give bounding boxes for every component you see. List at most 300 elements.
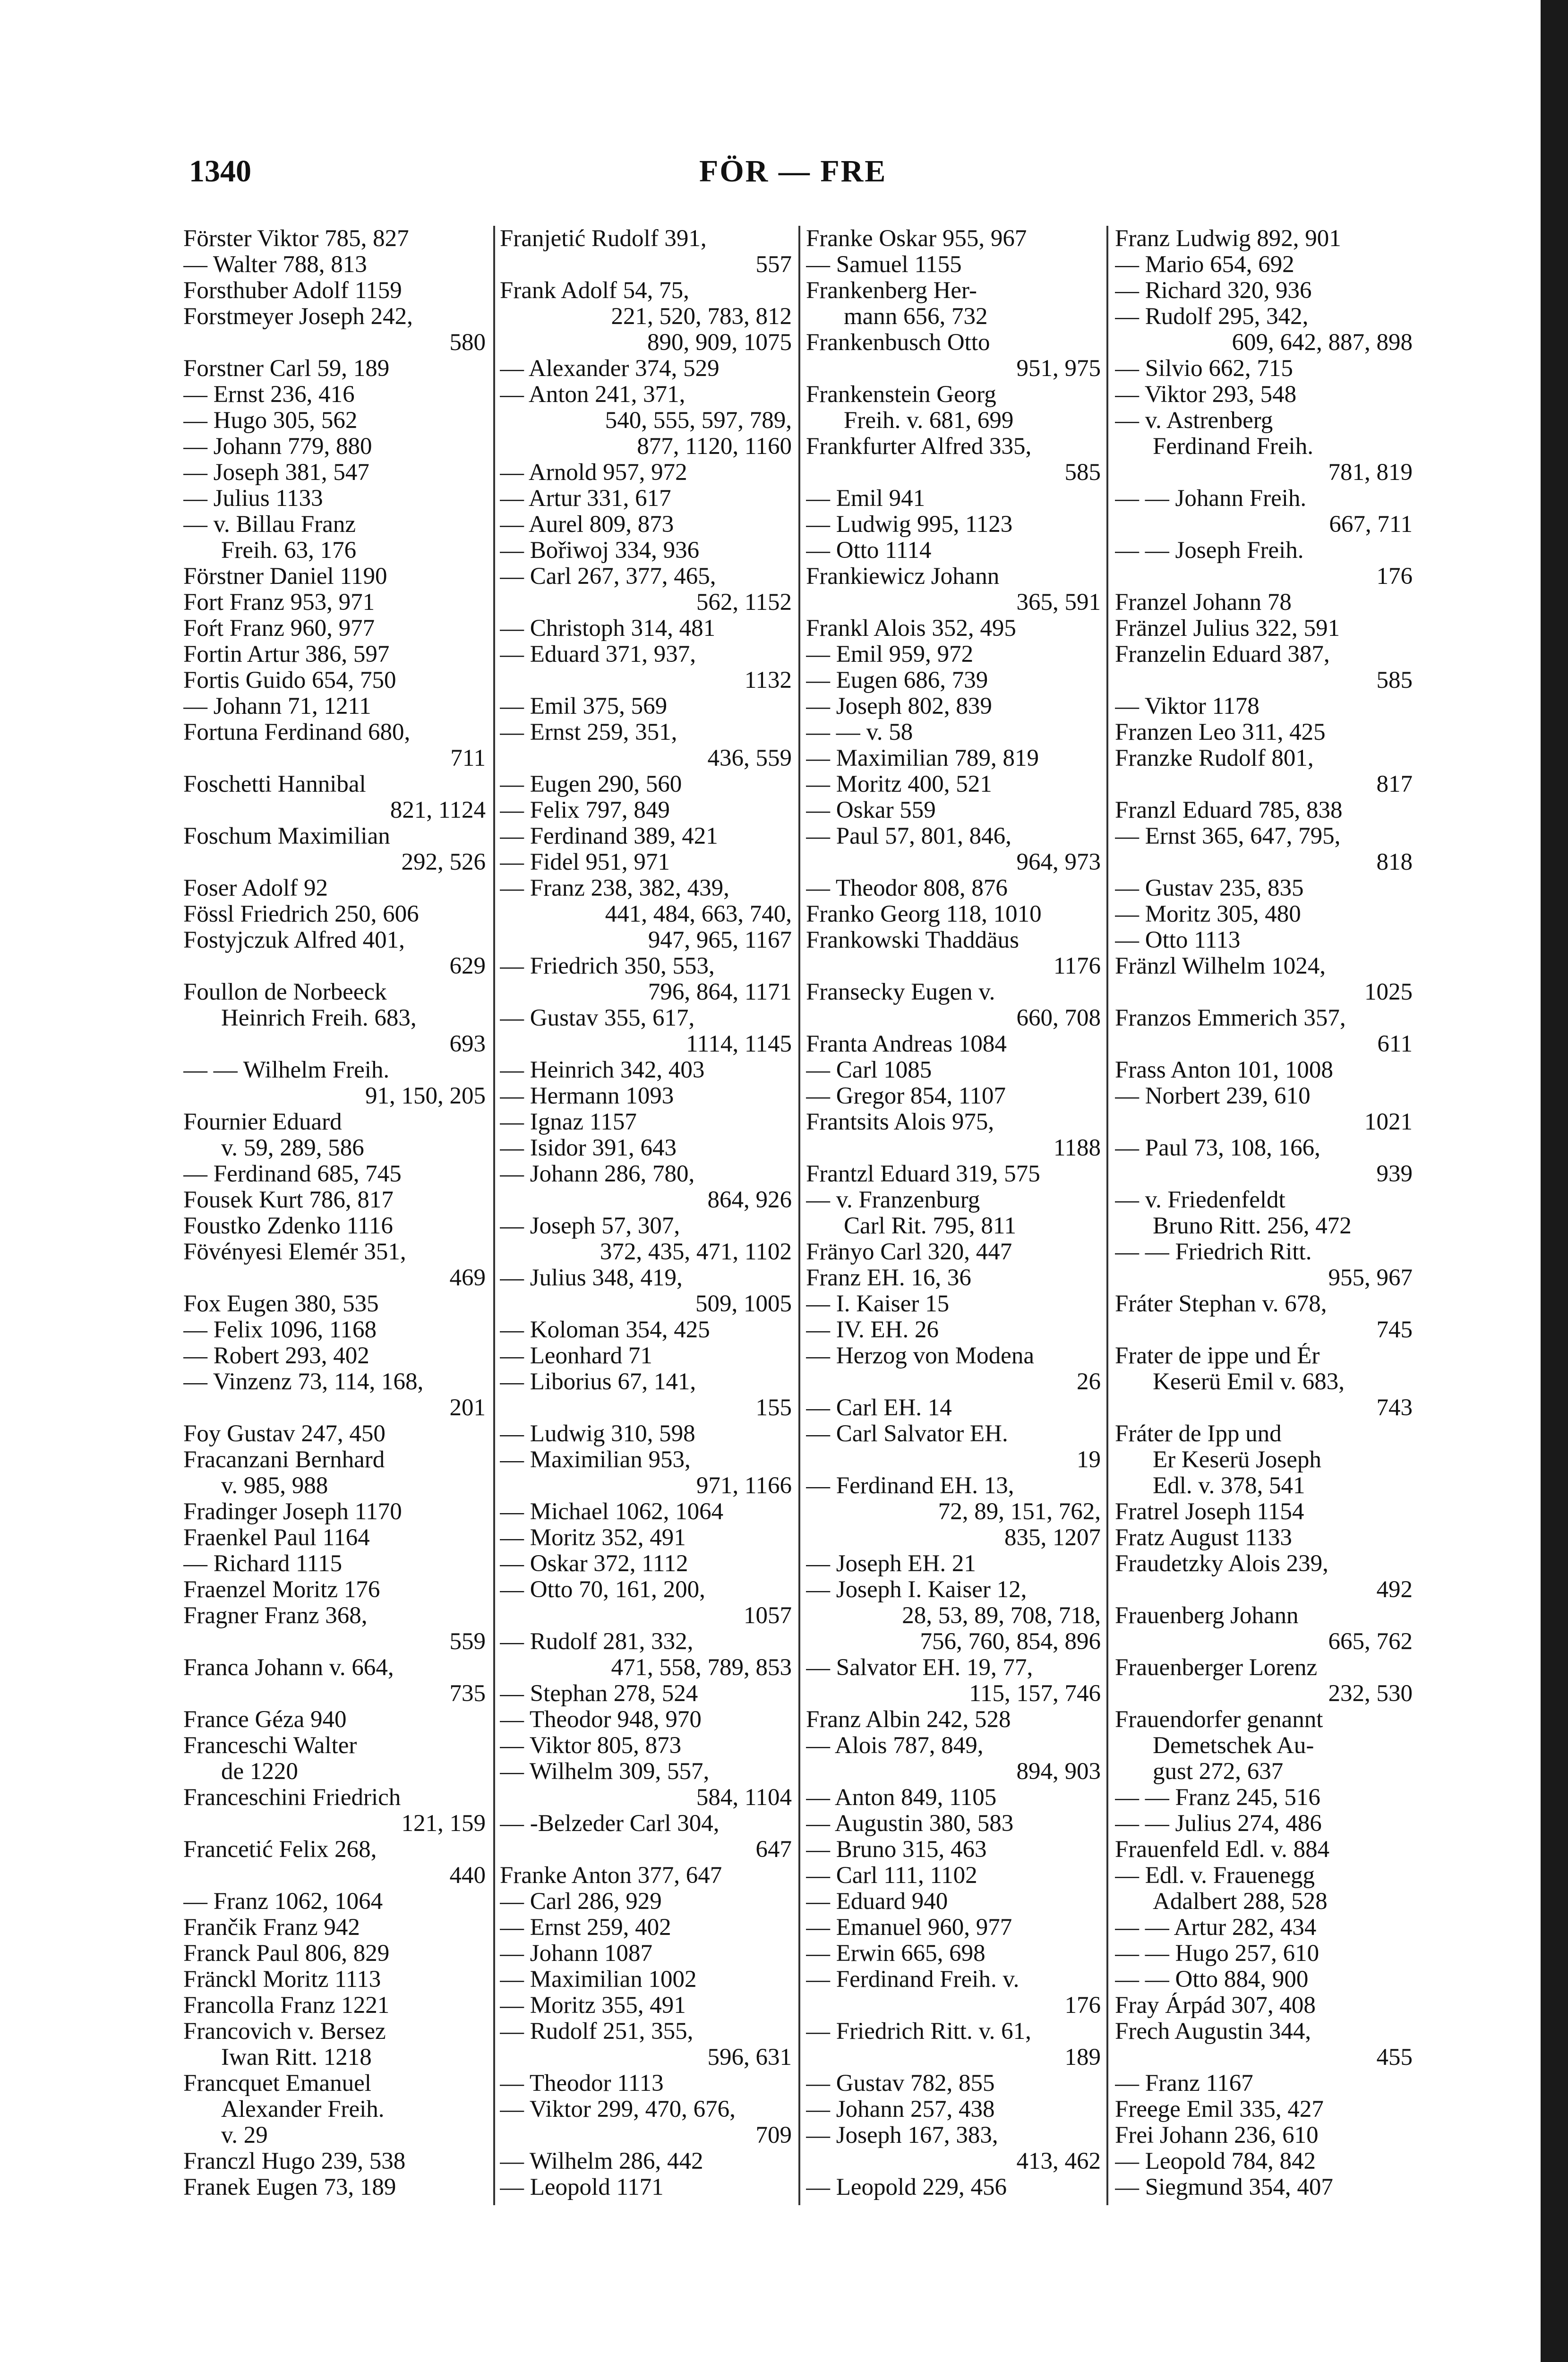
index-entry-line: — Franz 238, 382, 439,	[500, 875, 729, 901]
index-entry-line: Fränckl Moritz 1113	[183, 1967, 381, 1993]
index-entry-line: 492	[1376, 1577, 1413, 1603]
index-entry-line: Fort Franz 953, 971	[183, 590, 375, 616]
index-entry-line: Francovich v. Bersez	[183, 2019, 386, 2045]
index-entry-line: 781, 819	[1328, 460, 1413, 486]
index-entry-line: — Siegmund 354, 407	[1115, 2174, 1333, 2200]
index-entry-line: Fráter de Ipp und	[1115, 1421, 1282, 1447]
index-entry-line: — Felix 797, 849	[500, 797, 670, 823]
index-entry-line: Franck Paul 806, 829	[183, 1941, 390, 1967]
index-entry-line: — Leopold 1171	[500, 2174, 664, 2200]
index-entry-line: — Silvio 662, 715	[1115, 356, 1293, 382]
index-entry-line: 693	[449, 1031, 486, 1057]
index-entry-line: — Joseph 381, 547	[183, 460, 369, 486]
index-entry-line: Franceschi Walter	[183, 1733, 357, 1759]
index-column-4	[1115, 226, 1413, 2205]
index-entry-line: — Herzog von Modena	[806, 1343, 1034, 1369]
index-entry-line: — Leopold 229, 456	[806, 2174, 1007, 2200]
index-entry-line: Franz Ludwig 892, 901	[1115, 226, 1341, 252]
index-entry-line: — Ferdinand Freih. v.	[806, 1967, 1020, 1993]
index-entry-line: — Julius 1133	[183, 486, 323, 512]
index-entry-line: — — Joseph Freih.	[1115, 538, 1304, 564]
index-entry-line: Frater de ippe und Ér	[1115, 1343, 1320, 1369]
index-entry-line: — Aurel 809, 873	[500, 512, 674, 538]
index-entry-line: Forstner Carl 59, 189	[183, 356, 390, 382]
index-entry-line: 292, 526	[401, 849, 486, 875]
index-entry-line: Fragner Franz 368,	[183, 1603, 368, 1629]
index-entry-line: 1025	[1364, 979, 1413, 1005]
index-entry-line: Fövényesi Elemér 351,	[183, 1239, 406, 1265]
index-column-3	[806, 226, 1101, 2205]
index-entry-line: Fraudetzky Alois 239,	[1115, 1551, 1328, 1577]
index-entry-line: Franzen Leo 311, 425	[1115, 719, 1326, 745]
index-entry-line: — Bořiwoj 334, 936	[500, 538, 700, 564]
index-entry-line: 155	[755, 1395, 792, 1421]
index-entry-line: 947, 965, 1167	[648, 927, 792, 953]
index-entry-line: Franzl Eduard 785, 838	[1115, 797, 1343, 823]
index-entry-line: Frančik Franz 942	[183, 1915, 360, 1941]
index-entry-line: — Koloman 354, 425	[500, 1317, 710, 1343]
index-entry-line: Franz EH. 16, 36	[806, 1265, 971, 1291]
index-entry-line: — Oskar 559	[806, 797, 936, 823]
index-entry-line: Franczl Hugo 239, 538	[183, 2148, 406, 2174]
index-entry-line: Frankl Alois 352, 495	[806, 616, 1016, 642]
index-entry-line: — Carl 1085	[806, 1057, 932, 1083]
index-entry-line: Frankenbusch Otto	[806, 330, 990, 356]
index-entry-line: — Emil 941	[806, 486, 925, 512]
index-entry-line: Franke Anton 377, 647	[500, 1863, 722, 1889]
column-divider	[1106, 226, 1108, 2205]
index-entry-line: 176	[1064, 1993, 1101, 2019]
index-entry-line: 557	[755, 252, 792, 278]
index-entry-line: Frech Augustin 344,	[1115, 2019, 1311, 2045]
index-entry-line: gust 272, 637	[1153, 1759, 1284, 1785]
index-entry-line: Foser Adolf 92	[183, 875, 328, 901]
index-entry-line: — Mario 654, 692	[1115, 252, 1294, 278]
index-entry-line: Förstner Daniel 1190	[183, 564, 387, 590]
index-entry-line: Fränzl Wilhelm 1024,	[1115, 953, 1326, 979]
index-entry-line: Fortis Guido 654, 750	[183, 668, 396, 693]
index-entry-line: — — Johann Freih.	[1115, 486, 1307, 512]
index-entry-line: 667, 711	[1329, 512, 1413, 538]
index-entry-line: 745	[1376, 1317, 1413, 1343]
page-number: 1340	[189, 154, 251, 188]
index-entry-line: Foustko Zdenko 1116	[183, 1213, 393, 1239]
index-entry-line: 1021	[1364, 1109, 1413, 1135]
index-entry-line: — Viktor 299, 470, 676,	[500, 2097, 736, 2122]
index-entry-line: Franzelin Eduard 387,	[1115, 642, 1330, 668]
index-entry-line: — Johann 286, 780,	[500, 1161, 695, 1187]
index-entry-line: Iwan Ritt. 1218	[221, 2045, 372, 2071]
index-entry-line: Edl. v. 378, 541	[1153, 1473, 1305, 1499]
index-entry-line: 440	[449, 1863, 486, 1889]
index-column-2	[500, 226, 792, 2205]
index-entry-line: — Joseph 167, 383,	[806, 2122, 998, 2148]
index-entry-line: 1176	[1053, 953, 1101, 979]
index-entry-line: — Edl. v. Frauenegg	[1115, 1863, 1315, 1889]
index-entry-line: — Moritz 352, 491	[500, 1525, 686, 1551]
index-entry-line: — Walter 788, 813	[183, 252, 367, 278]
index-entry-line: Fraenzel Moritz 176	[183, 1577, 380, 1603]
index-entry-line: — Ignaz 1157	[500, 1109, 637, 1135]
index-entry-line: — Anton 241, 371,	[500, 382, 685, 408]
index-entry-line: v. 59, 289, 586	[221, 1135, 364, 1161]
index-entry-line: 471, 558, 789, 853	[611, 1655, 792, 1681]
index-entry-line: Franceschini Friedrich	[183, 1785, 401, 1811]
index-entry-line: Ferdinand Freih.	[1153, 434, 1313, 460]
index-entry-line: 28, 53, 89, 708, 718,	[902, 1603, 1101, 1629]
index-entry-line: — Michael 1062, 1064	[500, 1499, 724, 1525]
index-entry-line: Fortuna Ferdinand 680,	[183, 719, 411, 745]
index-entry-line: — Joseph I. Kaiser 12,	[806, 1577, 1027, 1603]
index-entry-line: Förster Viktor 785, 827	[183, 226, 409, 252]
index-entry-line: — Carl 286, 929	[500, 1889, 662, 1915]
index-entry-line: Frauenberger Lorenz	[1115, 1655, 1318, 1681]
index-entry-line: — Johann 1087	[500, 1941, 652, 1967]
index-entry-line: — Ferdinand EH. 13,	[806, 1473, 1014, 1499]
index-entry-line: 611	[1377, 1031, 1413, 1057]
index-entry-line: 660, 708	[1016, 1005, 1101, 1031]
index-entry-line: — — Otto 884, 900	[1115, 1967, 1309, 1993]
index-entry-line: — — Artur 282, 434	[1115, 1915, 1317, 1941]
index-entry-line: 665, 762	[1328, 1629, 1413, 1655]
index-entry-line: 372, 435, 471, 1102	[600, 1239, 792, 1265]
index-entry-line: — I. Kaiser 15	[806, 1291, 950, 1317]
index-entry-line: — Johann 71, 1211	[183, 693, 371, 719]
index-entry-line: — IV. EH. 26	[806, 1317, 939, 1343]
index-entry-line: Fössl Friedrich 250, 606	[183, 901, 419, 927]
index-entry-line: — Johann 779, 880	[183, 434, 372, 460]
index-entry-line: 951, 975	[1016, 356, 1101, 382]
index-entry-line: Adalbert 288, 528	[1153, 1889, 1328, 1915]
index-entry-line: — Franz 1167	[1115, 2071, 1253, 2097]
index-entry-line: Alexander Freih.	[221, 2097, 385, 2122]
index-entry-line: Frei Johann 236, 610	[1115, 2122, 1319, 2148]
index-entry-line: 441, 484, 663, 740,	[605, 901, 792, 927]
index-entry-line: 796, 864, 1171	[648, 979, 792, 1005]
index-entry-line: — Gustav 355, 617,	[500, 1005, 695, 1031]
index-entry-line: Franta Andreas 1084	[806, 1031, 1007, 1057]
index-entry-line: — Felix 1096, 1168	[183, 1317, 377, 1343]
index-entry-line: Foullon de Norbeeck	[183, 979, 387, 1005]
index-entry-line: Franz Albin 242, 528	[806, 1707, 1011, 1733]
index-entry-line: — Otto 1113	[1115, 927, 1241, 953]
index-entry-line: 91, 150, 205	[365, 1083, 486, 1109]
index-entry-line: — Carl 267, 377, 465,	[500, 564, 716, 590]
index-entry-line: — Vinzenz 73, 114, 168,	[183, 1369, 424, 1395]
index-entry-line: — Bruno 315, 463	[806, 1837, 987, 1863]
index-entry-line: — — Hugo 257, 610	[1115, 1941, 1320, 1967]
index-entry-line: — Ludwig 310, 598	[500, 1421, 695, 1447]
index-entry-line: — -Belzeder Carl 304,	[500, 1811, 720, 1837]
index-entry-line: — Alexander 374, 529	[500, 356, 720, 382]
index-entry-line: 365, 591	[1016, 590, 1101, 616]
index-entry-line: Demetschek Au-	[1153, 1733, 1314, 1759]
index-entry-line: — Christoph 314, 481	[500, 616, 716, 642]
index-entry-line: Carl Rit. 795, 811	[844, 1213, 1017, 1239]
index-entry-line: Frantzl Eduard 319, 575	[806, 1161, 1040, 1187]
index-entry-line: — Ferdinand 389, 421	[500, 823, 718, 849]
index-entry-line: — Isidor 391, 643	[500, 1135, 677, 1161]
index-entry-line: Frauenfeld Edl. v. 884	[1115, 1837, 1330, 1863]
index-entry-line: — Eugen 686, 739	[806, 668, 988, 693]
index-entry-line: 971, 1166	[696, 1473, 792, 1499]
index-entry-line: 232, 530	[1328, 1681, 1413, 1707]
index-entry-line: 756, 760, 854, 896	[920, 1629, 1101, 1655]
index-entry-line: — Emil 375, 569	[500, 693, 668, 719]
index-entry-line: Freih. 63, 176	[221, 538, 357, 564]
index-entry-line: 609, 642, 887, 898	[1232, 330, 1413, 356]
index-entry-line: 201	[449, 1395, 486, 1421]
index-entry-line: Frankiewicz Johann	[806, 564, 1000, 590]
index-entry-line: Frankenstein Georg	[806, 382, 996, 408]
index-entry-line: 647	[755, 1837, 792, 1863]
index-entry-line: — Otto 70, 161, 200,	[500, 1577, 705, 1603]
index-entry-line: Franca Johann v. 664,	[183, 1655, 394, 1681]
index-entry-line: Forstmeyer Joseph 242,	[183, 304, 413, 330]
index-entry-line: — Paul 57, 801, 846,	[806, 823, 1011, 849]
index-entry-line: Franzke Rudolf 801,	[1115, 745, 1314, 771]
index-entry-line: Franko Georg 118, 1010	[806, 901, 1042, 927]
index-entry-line: — Maximilian 1002	[500, 1967, 697, 1993]
index-entry-line: 585	[1376, 668, 1413, 693]
index-entry-line: 584, 1104	[696, 1785, 792, 1811]
index-entry-line: — Carl 111, 1102	[806, 1863, 977, 1889]
index-entry-line: — Theodor 948, 970	[500, 1707, 702, 1733]
index-entry-line: — Friedrich Ritt. v. 61,	[806, 2019, 1031, 2045]
index-entry-line: 711	[450, 745, 486, 771]
index-entry-line: Frankfurter Alfred 335,	[806, 434, 1032, 460]
index-entry-line: — Eugen 290, 560	[500, 771, 682, 797]
index-entry-line: — Eduard 940	[806, 1889, 948, 1915]
index-entry-line: Bruno Ritt. 256, 472	[1153, 1213, 1352, 1239]
index-entry-line: — Alois 787, 849,	[806, 1733, 984, 1759]
index-entry-line: — Ludwig 995, 1123	[806, 512, 1013, 538]
index-entry-line: 818	[1376, 849, 1413, 875]
index-entry-line: — Joseph EH. 21	[806, 1551, 976, 1577]
index-entry-line: 835, 1207	[1004, 1525, 1101, 1551]
index-entry-line: — Viktor 293, 548	[1115, 382, 1297, 408]
index-entry-line: Fränzel Julius 322, 591	[1115, 616, 1340, 642]
index-entry-line: mann 656, 732	[844, 304, 988, 330]
index-entry-line: 455	[1376, 2045, 1413, 2071]
index-entry-line: — v. Franzenburg	[806, 1187, 980, 1213]
index-entry-line: — Julius 348, 419,	[500, 1265, 683, 1291]
index-entry-line: — Wilhelm 309, 557,	[500, 1759, 710, 1785]
index-entry-line: — v. Astrenberg	[1115, 408, 1273, 434]
index-entry-line: Frankowski Thaddäus	[806, 927, 1019, 953]
index-entry-line: 585	[1064, 460, 1101, 486]
index-entry-line: Fransecky Eugen v.	[806, 979, 995, 1005]
index-entry-line: 121, 159	[401, 1811, 486, 1837]
index-entry-line: 596, 631	[707, 2045, 792, 2071]
index-entry-line: — Gustav 782, 855	[806, 2071, 995, 2097]
index-entry-line: 580	[449, 330, 486, 356]
index-entry-line: Franzos Emmerich 357,	[1115, 1005, 1346, 1031]
index-entry-line: Frauendorfer genannt	[1115, 1707, 1323, 1733]
index-entry-line: — Wilhelm 286, 442	[500, 2148, 703, 2174]
index-entry-line: — Johann 257, 438	[806, 2097, 995, 2122]
index-entry-line: Er Keserü Joseph	[1153, 1447, 1321, 1473]
column-divider	[798, 226, 800, 2205]
index-entry-line: — Ernst 236, 416	[183, 382, 355, 408]
index-entry-line: — Oskar 372, 1112	[500, 1551, 688, 1577]
index-entry-line: 1188	[1053, 1135, 1101, 1161]
index-entry-line: — Gustav 235, 835	[1115, 875, 1304, 901]
index-entry-line: v. 985, 988	[221, 1473, 328, 1499]
index-entry-line: — Viktor 805, 873	[500, 1733, 682, 1759]
index-entry-line: Foschum Maximilian	[183, 823, 390, 849]
index-entry-line: Freih. v. 681, 699	[844, 408, 1014, 434]
index-entry-line: — Friedrich 350, 553,	[500, 953, 715, 979]
index-entry-line: 436, 559	[707, 745, 792, 771]
index-entry-line: — Viktor 1178	[1115, 693, 1260, 719]
index-column-1	[183, 226, 486, 2205]
index-entry-line: 115, 157, 746	[969, 1681, 1101, 1707]
index-entry-line: France Géza 940	[183, 1707, 347, 1733]
index-entry-line: Fränyo Carl 320, 447	[806, 1239, 1012, 1265]
index-entry-line: Frank Adolf 54, 75,	[500, 278, 689, 304]
index-entry-line: 509, 1005	[695, 1291, 792, 1317]
index-entry-line: — Carl EH. 14	[806, 1395, 952, 1421]
index-entry-line: — Samuel 1155	[806, 252, 962, 278]
index-entry-line: — — Friedrich Ritt.	[1115, 1239, 1312, 1265]
index-entry-line: — Rudolf 251, 355,	[500, 2019, 694, 2045]
index-entry-line: 221, 520, 783, 812	[611, 304, 792, 330]
index-entry-line: 189	[1064, 2045, 1101, 2071]
index-entry-line: Fortin Artur 386, 597	[183, 642, 390, 668]
index-entry-line: — Liborius 67, 141,	[500, 1369, 696, 1395]
index-entry-line: — Ernst 259, 402	[500, 1915, 671, 1941]
index-entry-line: de 1220	[221, 1759, 298, 1785]
index-entry-line: — — Wilhelm Freih.	[183, 1057, 390, 1083]
index-entry-line: 72, 89, 151, 762,	[938, 1499, 1101, 1525]
index-entry-line: Fray Árpád 307, 408	[1115, 1993, 1316, 2019]
index-entry-line: Fráter Stephan v. 678,	[1115, 1291, 1327, 1317]
index-entry-line: Freege Emil 335, 427	[1115, 2097, 1324, 2122]
index-entry-line: — Emil 959, 972	[806, 642, 974, 668]
index-entry-line: Frass Anton 101, 1008	[1115, 1057, 1333, 1083]
index-entry-line: — v. Friedenfeldt	[1115, 1187, 1285, 1213]
index-entry-line: — Stephan 278, 524	[500, 1681, 698, 1707]
index-entry-line: — Artur 331, 617	[500, 486, 671, 512]
index-entry-line: Frauenberg Johann	[1115, 1603, 1299, 1629]
index-entry-line: — Moritz 355, 491	[500, 1993, 686, 2019]
index-entry-line: — Leopold 784, 842	[1115, 2148, 1316, 2174]
index-entry-line: v. 29	[221, 2122, 268, 2148]
index-entry-line: 939	[1376, 1161, 1413, 1187]
index-entry-line: Fratz August 1133	[1115, 1525, 1292, 1551]
index-entry-line: 964, 973	[1016, 849, 1101, 875]
index-entry-line: Fraenkel Paul 1164	[183, 1525, 370, 1551]
index-entry-line: — Ernst 365, 647, 795,	[1115, 823, 1341, 849]
index-entry-line: Foy Gustav 247, 450	[183, 1421, 386, 1447]
index-entry-line: — — Franz 245, 516	[1115, 1785, 1320, 1811]
index-entry-line: — Richard 1115	[183, 1551, 343, 1577]
index-entry-line: 559	[449, 1629, 486, 1655]
index-entry-line: — Augustin 380, 583	[806, 1811, 1014, 1837]
index-entry-line: — Erwin 665, 698	[806, 1941, 985, 1967]
index-entry-line: Fracanzani Bernhard	[183, 1447, 385, 1473]
index-entry-line: — Moritz 400, 521	[806, 771, 992, 797]
index-entry-line: 629	[449, 953, 486, 979]
index-entry-line: 817	[1376, 771, 1413, 797]
index-entry-line: — Joseph 802, 839	[806, 693, 992, 719]
index-entry-line: 821, 1124	[390, 797, 486, 823]
index-entry-line: Fox Eugen 380, 535	[183, 1291, 379, 1317]
index-entry-line: 735	[449, 1681, 486, 1707]
index-entry-line: — Hugo 305, 562	[183, 408, 358, 434]
index-entry-line: Frantsits Alois 975,	[806, 1109, 994, 1135]
index-entry-line: — Rudolf 295, 342,	[1115, 304, 1309, 330]
index-entry-line: Francolla Franz 1221	[183, 1993, 390, 2019]
index-entry-line: — — v. 58	[806, 719, 913, 745]
index-entry-line: Franzel Johann 78	[1115, 590, 1292, 616]
index-entry-line: 1114, 1145	[686, 1031, 792, 1057]
index-entry-line: — Franz 1062, 1064	[183, 1889, 383, 1915]
index-entry-line: Fousek Kurt 786, 817	[183, 1187, 394, 1213]
page-edge-shadow	[1541, 0, 1568, 2362]
index-entry-line: — Theodor 1113	[500, 2071, 664, 2097]
index-entry-line: — Otto 1114	[806, 538, 932, 564]
index-entry-line: Francquet Emanuel	[183, 2071, 371, 2097]
index-entry-line: 894, 903	[1016, 1759, 1101, 1785]
index-entry-line: — Maximilian 789, 819	[806, 745, 1039, 771]
page-title: FÖR — FRE	[699, 154, 887, 188]
index-entry-line: 709	[755, 2122, 792, 2148]
index-entry-line: — Anton 849, 1105	[806, 1785, 997, 1811]
index-entry-line: — Richard 320, 936	[1115, 278, 1312, 304]
index-entry-line: 890, 909, 1075	[647, 330, 792, 356]
index-entry-line: 743	[1376, 1395, 1413, 1421]
index-entry-line: 864, 926	[707, 1187, 792, 1213]
index-entry-line: 26	[1077, 1369, 1101, 1395]
index-entry-line: — Rudolf 281, 332,	[500, 1629, 694, 1655]
index-entry-line: Francetić Felix 268,	[183, 1837, 377, 1863]
index-entry-line: — v. Billau Franz	[183, 512, 356, 538]
index-entry-line: — Arnold 957, 972	[500, 460, 687, 486]
index-entry-line: Fratrel Joseph 1154	[1115, 1499, 1304, 1525]
index-entry-line: 877, 1120, 1160	[637, 434, 792, 460]
index-entry-line: — Carl Salvator EH.	[806, 1421, 1008, 1447]
index-entry-line: — Eduard 371, 937,	[500, 642, 696, 668]
index-entry-line: 176	[1376, 564, 1413, 590]
index-entry-line: 1057	[744, 1603, 792, 1629]
index-entry-line: Foŕt Franz 960, 977	[183, 616, 375, 642]
index-entry-line: 19	[1077, 1447, 1101, 1473]
index-entry-line: 413, 462	[1016, 2148, 1101, 2174]
index-entry-line: — Robert 293, 402	[183, 1343, 369, 1369]
index-entry-line: — Moritz 305, 480	[1115, 901, 1301, 927]
index-entry-line: — Fidel 951, 971	[500, 849, 670, 875]
index-entry-line: Keserü Emil v. 683,	[1153, 1369, 1345, 1395]
index-entry-line: — Leonhard 71	[500, 1343, 652, 1369]
index-entry-line: — — Julius 274, 486	[1115, 1811, 1322, 1837]
column-divider	[493, 226, 495, 2205]
index-entry-line: — Salvator EH. 19, 77,	[806, 1655, 1033, 1681]
index-entry-line: Fostyjczuk Alfred 401,	[183, 927, 405, 953]
index-entry-line: — Maximilian 953,	[500, 1447, 691, 1473]
index-entry-line: 469	[449, 1265, 486, 1291]
index-entry-line: 562, 1152	[696, 590, 792, 616]
index-entry-line: — Ernst 259, 351,	[500, 719, 677, 745]
index-entry-line: Frankenberg Her-	[806, 278, 977, 304]
index-entry-line: 1132	[744, 668, 792, 693]
index-entry-line: — Theodor 808, 876	[806, 875, 1008, 901]
index-entry-line: Foschetti Hannibal	[183, 771, 366, 797]
index-entry-line: Franke Oskar 955, 967	[806, 226, 1027, 252]
index-entry-line: — Hermann 1093	[500, 1083, 674, 1109]
index-entry-line: — Gregor 854, 1107	[806, 1083, 1006, 1109]
